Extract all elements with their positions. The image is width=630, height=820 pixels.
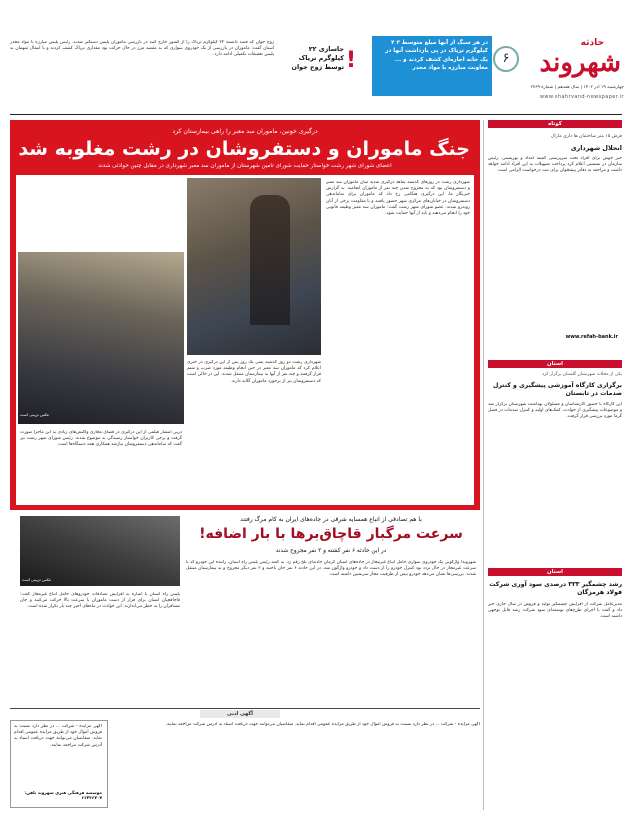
sidebar-item1-text: خبر خوش برای افراد تحت سرپرستی کمیته امداد و بهزیستی. رئیس سازمان در نشستی اعلام کرد پرداخت تسهیلات به این افراد ادامه خواهد داشت و مراجعه به دفاتر پیشخوان برای ثبت درخواست الزامی است. [488,156,622,174]
sidebar-item1-title: انحلال شهرداری [570,144,622,152]
masthead-divider [10,114,622,115]
second-headline: سرعت مرگبار قاچاق‌برها با بار اضافه! [199,526,463,542]
sidebar-tag-short: کوتاه [488,120,622,128]
main-body-left: شهرداری رشت دو روز گذشته یعنی یک روز پس از این درگیری در خبری اعلام کرد که ماموران سد معبر در حین انجام وظیفه مورد ضرب و شتم قرار گرفتند و چند نفر از آنها به بیمارستان منتقل شدند. این در حالی است که دستفروشان نیز از برخورد ماموران گلایه دارند. [187,360,321,384]
sidebar-item1-subtitle: فرش ۱۵ متر ساختمان ها داری مارال [551,134,622,139]
website: www.shahrvand-newspaper.ir [539,94,624,100]
brief-text: زوج جوان که قصد داشتند ۲۲ کیلوگرم تریاک را از کشور خارج کنند در بازرسی ماموران پلیس دستگیر شدند. رئیس پلیس مبارزه با مواد مخدر استان گفت: ماموران در بازرسی از یک خودروی سواری که به مقصد مرز در حال حرکت بود مقداری تریاک کشف کردند و با انتقال متهمان به پلیس تحقیقات تکمیلی ادامه دارد. [10,40,274,58]
second-kicker: با هم تصادفی از اتباع همسایه شرقی در جاده‌های ایران به کام مرگ رفتند [240,516,422,523]
sidebar-item3-text: مدیرعامل شرکت از افزایش چشمگیر تولید و فروش در سال جاری خبر داد و گفت با اجرای طرح‌های توسعه‌ای سود شرکت رشد قابل توجهی داشته است. [488,602,622,620]
masthead [372,36,624,108]
second-body: شهروند/ واژگونی یک خودروی سواری حامل اتباع غیرمجاز در جاده‌های استان کرمان حادثه‌ای تلخ رقم زد. به گفته رئیس پلیس راه استان، راننده این خودرو که با سرعت غیرمجاز در حال تردد بود کنترل خودرو را از دست داد و خودرو واژگون شد. در این حادثه ۶ نفر جان باختند و ۲ نفر دیگر مجروح و به بیمارستان منتقل شدند. بررسی‌ها نشان می‌دهد خودرو بیش از ظرفیت مجاز سرنشین داشته است. [186,560,476,578]
sidebar-item2-text: این کارگاه با حضور کارشناسان و مسئولان بهداشت شهرستان برگزار شد و موضوعات پیشگیری از حوادث، کمک‌های اولیه و کنترل صدمات در فصل گرما مورد بررسی قرار گرفت. [488,402,622,420]
sidebar-item3-title: رشد چشمگیر ۳۳۳ درصدی سود آوری شرکت فولاد هرمزگان [489,581,622,597]
main-kicker: درگیری خونین، ماموران سد معبر را راهی بیمارستان کرد [172,128,318,135]
sidebar-item2-title: برگزاری کارگاه آموزشی پیشگیری و کنترل صدمات در تابستان [492,382,622,398]
ads-text: آگهی مزایده - شرکت ... در نظر دارد نسبت به فروش اموال خود از طریق مزایده عمومی اقدام نماید. متقاضیان می‌توانند جهت دریافت اسناد به آدرس شرکت مراجعه نمایند. [165,722,480,727]
ads-divider [10,708,480,709]
photo-fight-scene [18,252,184,424]
main-body-far-left: درپی انتشار فیلمی از این درگیری در فضای مجازی واکنش‌های زیادی به این ماجرا صورت گرفت و برخی کاربران خواستار رسیدگی به موضوع شدند. رئیس شورای شهر رشت نیز گفت که ساماندهی دستفروشان نیازمند همکاری همه دستگاه‌ها است. [20,430,182,448]
photo-street-person [250,195,290,325]
brief-title: جاسازی ۲۲ کیلوگرم تریاک توسط زوج جوان [291,45,344,71]
sidebar-tag-province-2: استان [488,568,622,576]
sidebar-url[interactable]: www.refah-bank.ir [565,334,618,340]
second-body-2: پلیس راه استان با اشاره به افزایش تصادفات خودروهای حامل اتباع غیرمجاز گفت: قاچاقچیان انسان برای فرار از دست ماموران با سرعت بالا حرکت می‌کنند و جان مسافران را به خطر می‌اندازند. این حوادث در ماه‌های اخیر چند بار تکرار شده است. [20,592,180,610]
teaser-text: در هر سنگ از آنها مبلغ متوسط ۳ ۴ کیلوگرم تریاک در پی بازداشت آنها در یک خانه اجاره‌ای کشف کردند و ... معاونت مبارزه با مواد مخدر [385,40,488,71]
ads-box-text: آگهی مزایده - شرکت ... در نظر دارد نسبت به فروش اموال خود از طریق مزایده عمومی اقدام نماید. متقاضیان می‌توانند جهت دریافت اسناد به آدرس شرکت مراجعه نمایند. [14,724,102,748]
ads-phone: موسسه فرهنگی هنری شهروند تلفن: ۶۶۴۳۶۷۰۷ [24,790,102,800]
main-subhead: اعضای شورای شهر رشت خواستار حمایت شورای تامین شهرستان از ماموران سد معبر شهرداری در مقابل چنین حوادثی شدند [98,163,392,169]
column-rule [483,120,484,810]
second-subhead: در این حادثه ۶ نفر کشته و ۲ نفر مجروح شدند [275,548,387,554]
ads-header: آگهی ادبی [200,710,280,718]
brand-logo: شهروند [539,48,621,78]
sidebar-tag-province: استان [488,360,622,368]
brief-exclamation-icon: ! [346,48,357,73]
section-label: حادثه [580,38,604,48]
sidebar [488,120,622,810]
main-headline: جنگ ماموران و دستفروشان در رشت مغلوبه شد [18,138,470,160]
photo-label-accident: عکس تزیینی است [22,577,52,582]
sidebar-item2-pre: یکی از محلات شهرستان گلستان برگزار کرد [542,372,622,377]
main-body-right: شهرداری رشت در روزهای گذشته شاهد درگیری شدید میان ماموران سد معبر و دستفروشان بود که به مجروح شدن چند نفر از ماموران انجامید. به گزارش خبرنگار ما، این درگیری هنگامی رخ داد که ماموران برای ساماندهی دستفروشان در خیابان‌های مرکزی شهر حضور یافتند و با مقاومت برخی از آنان روبه‌رو شدند. عضو شورای شهر رشت گفت: ماموران سد معبر وظیفه قانونی خود را انجام می‌دهند و باید از آنها حمایت شود. [326,180,470,217]
page-number: ۶ [493,46,519,72]
date-line: چهارشنبه ۱۹ آذر ۱۴۰۲ | سال هفدهم | شماره ۲۷۶۹ [530,85,624,90]
photo-accident [20,516,180,586]
photo-label-fight: عکس تزیینی است [20,412,50,417]
